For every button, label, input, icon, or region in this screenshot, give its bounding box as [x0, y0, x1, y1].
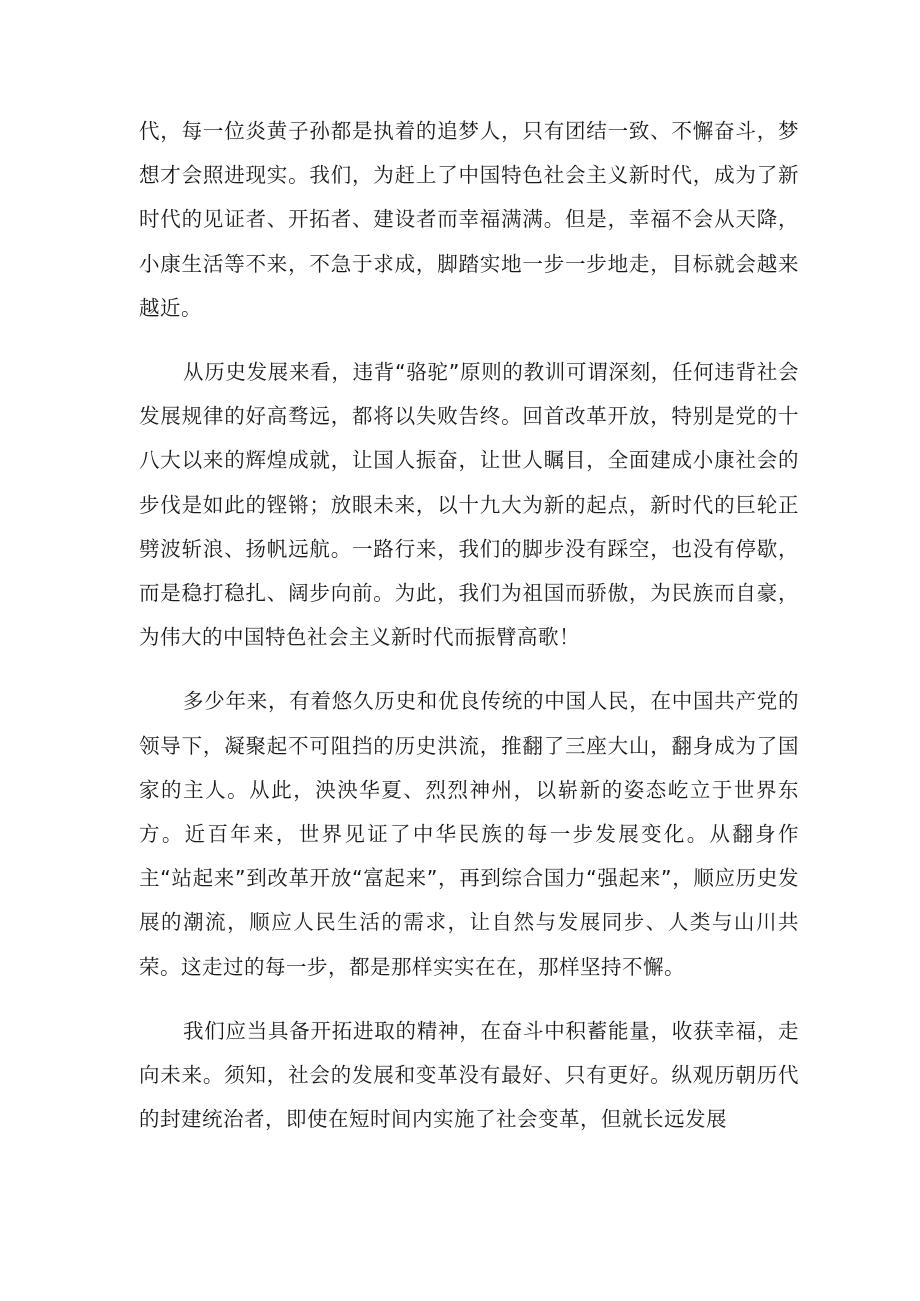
- paragraph-1: 代，每一位炎黄子孙都是执着的追梦人，只有团结一致、不懈奋斗，梦想才会照进现实。我们，为赶上了中国特色社会主义新时代，成为了新时代的见证者、开拓者、建设者而幸福满满。但是，幸福不会从天降，小康生活等不来，不急于求成，脚踏实地一步一步地走，目标就会越来越近。: [139, 119, 799, 320]
- paragraph-4: 我们应当具备开拓进取的精神，在奋斗中积蓄能量，收获幸福，走向未来。须知，社会的发展和变革没有最好、只有更好。纵观历朝历代的封建统治者，即使在短时间内实施了社会变革，但就长远发展: [139, 1018, 799, 1132]
- paragraph-3: 多少年来，有着悠久历史和优良传统的中国人民，在中国共产党的领导下，凝聚起不可阻挡的历史洪流，推翻了三座大山，翻身成为了国家的主人。从此，泱泱华夏、烈烈神州，以崭新的姿态屹立于世界东方。近百年来，世界见证了中华民族的每一步发展变化。从翻身作主“站起来”到改革开放“富起来”，再到综合国力“强起来”，顺应历史发展的潮流，顺应人民生活的需求，让自然与发展同步、人类与山川共荣。这走过的每一步，都是那样实实在在，那样坚持不懈。: [139, 689, 799, 979]
- paragraph-2: 从历史发展来看，违背“骆驼”原则的教训可谓深刻，任何违背社会发展规律的好高骛远，都将以失败告终。回首改革开放，特别是党的十八大以来的辉煌成就，让国人振奋，让世人瞩目，全面建成小康社会的步伐是如此的铿锵；放眼未来，以十九大为新的起点，新时代的巨轮正劈波斩浪、扬帆远航。一路行来，我们的脚步没有踩空，也没有停歇，而是稳打稳扎、阔步向前。为此，我们为祖国而骄傲，为民族而自豪，为伟大的中国特色社会主义新时代而振臂高歌！: [139, 360, 799, 650]
- document-body: [139, 109, 799, 1161]
